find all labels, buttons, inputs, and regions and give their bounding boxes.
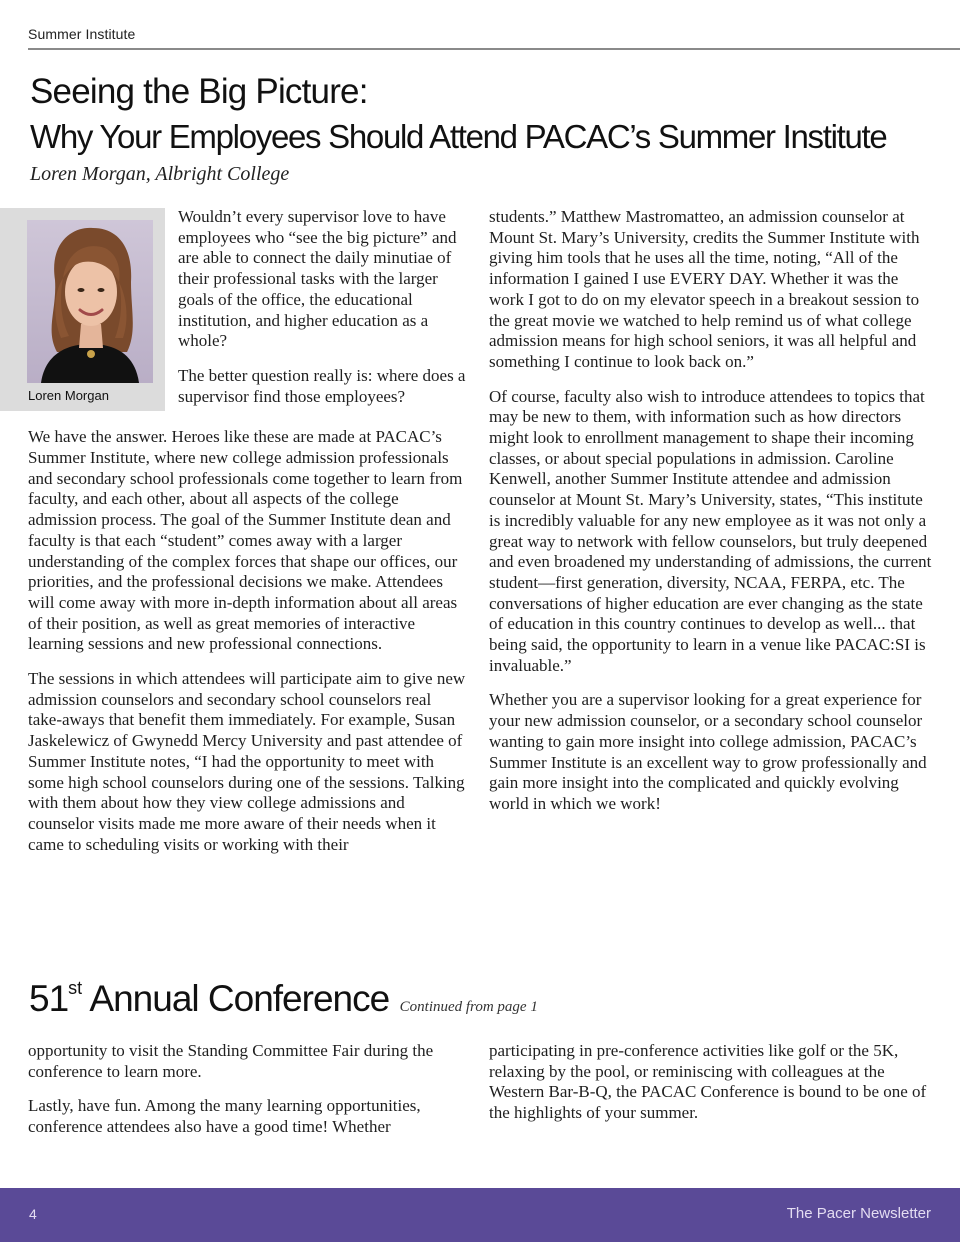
photo-wrap-spacer	[28, 207, 178, 421]
article-paragraph: Wouldn’t every supervisor love to have employees who “see the big picture” and are able to connect the daily minutiae of their professional tasks with the larger goals of the office, the educational institution, and higher education as a whole?	[178, 207, 457, 351]
conference-heading	[29, 978, 538, 1020]
conference-left-column	[28, 1041, 468, 1152]
conference-heading-text: Annual Conference	[82, 978, 390, 1019]
article-paragraph: students.” Matthew Mastromatteo, an admission counselor at Mount St. Mary’s University, credits the Summer Institute with giving him tools that he uses all the time, noting, “All of the information I gained I use EVERY DAY. Whether it was the work I got to do on my elevator speech in a breakout session to the great movie we watched to help remind us of what college admission means for high school seniors, it was all helpful and something I continue to look back on.”	[489, 207, 920, 371]
conference-right-column	[489, 1041, 935, 1138]
article-subtitle: Why Your Employees Should Attend PACAC’s Summer Institute	[30, 118, 887, 155]
article-paragraph: We have the answer. Heroes like these are made at PACAC’s Summer Institute, where new college admission professionals and secondary school professionals come together to learn from faculty, and each other, about all aspects of the college admission process. The goal of the Summer Institute dean and faculty is that each “student” comes away with a larger understanding of the complex forces that shape our offices, our priorities, and the professional decisions we make. Attendees will come away with more in-depth information about all areas of their position, as well as great memories of interactive learning sessions and new professional connections.	[28, 427, 463, 654]
article-paragraph: The better question really is: where does a supervisor find those employees?	[178, 365, 466, 406]
publication-name: The Pacer Newsletter	[786, 1205, 931, 1222]
conference-paragraph: participating in pre-conference activities like golf or the 5K, relaxing by the pool, or reminiscing with colleagues at the Western Bar-B-Q, the PACAC Conference is bound to be one of the highlights of your summer.	[489, 1041, 927, 1123]
section-label: Summer Institute	[28, 26, 136, 42]
header-rule	[28, 48, 960, 50]
article-right-column	[489, 207, 935, 829]
page-number: 4	[29, 1206, 37, 1222]
article-paragraph: Whether you are a supervisor looking for a great experience for your new admission counselor, or a secondary school counselor wanting to gain more insight into college admission, PACAC’s Summer Institute is an excellent way to grow professionally and gain more insight into the complicated and quickly evolving world in which we work!	[489, 690, 927, 813]
photo-caption: Loren Morgan	[28, 388, 109, 403]
article-byline: Loren Morgan, Albright College	[30, 163, 290, 185]
conference-paragraph: Lastly, have fun. Among the many learning opportunities, conference attendees also have a good time! Whether	[28, 1096, 421, 1137]
conference-paragraph: opportunity to visit the Standing Committee Fair during the conference to learn more.	[28, 1041, 434, 1081]
conference-heading-number: 51	[29, 978, 69, 1019]
article-paragraph: The sessions in which attendees will participate aim to give new admission counselors and secondary school counselors real take-aways that benefit them immediately. For example, Susan Jaskelewicz of Gwynedd Mercy University and past attendee of Summer Institute notes, “I had the opportunity to meet with some high school counselors during one of the sessions. Talking with them about how they view college admissions and counselor visits made me more aware of their needs when it came to scheduling visits or working with their	[28, 669, 466, 854]
article-title: Seeing the Big Picture:	[30, 72, 368, 111]
footer-bar	[0, 1188, 960, 1242]
article-paragraph: Of course, faculty also wish to introduce attendees to topics that may be new to them, with information such as how directors might look to enrollment management to shape their incoming classes, or about special populations in admission. Caroline Kenwell, another Summer Institute attendee and admission counselor at Mount St. Mary’s University, states, “This institute is incredibly valuable for any new employee as it was not only a great way to network with fellow counselors, but truly deepened and even broadened my understanding of admissions, the current student—first generation, diversity, NCAA, FERPA, etc. The conversations of higher education are ever changing as the state of education in this country continues to develop as well... that being said, the opportunity to learn in a venue like PACAC:SI is invaluable.”	[489, 386, 932, 675]
continued-note: Continued from page 1	[399, 999, 538, 1015]
article-left-column	[28, 207, 468, 869]
conference-heading-suffix: st	[68, 978, 83, 998]
